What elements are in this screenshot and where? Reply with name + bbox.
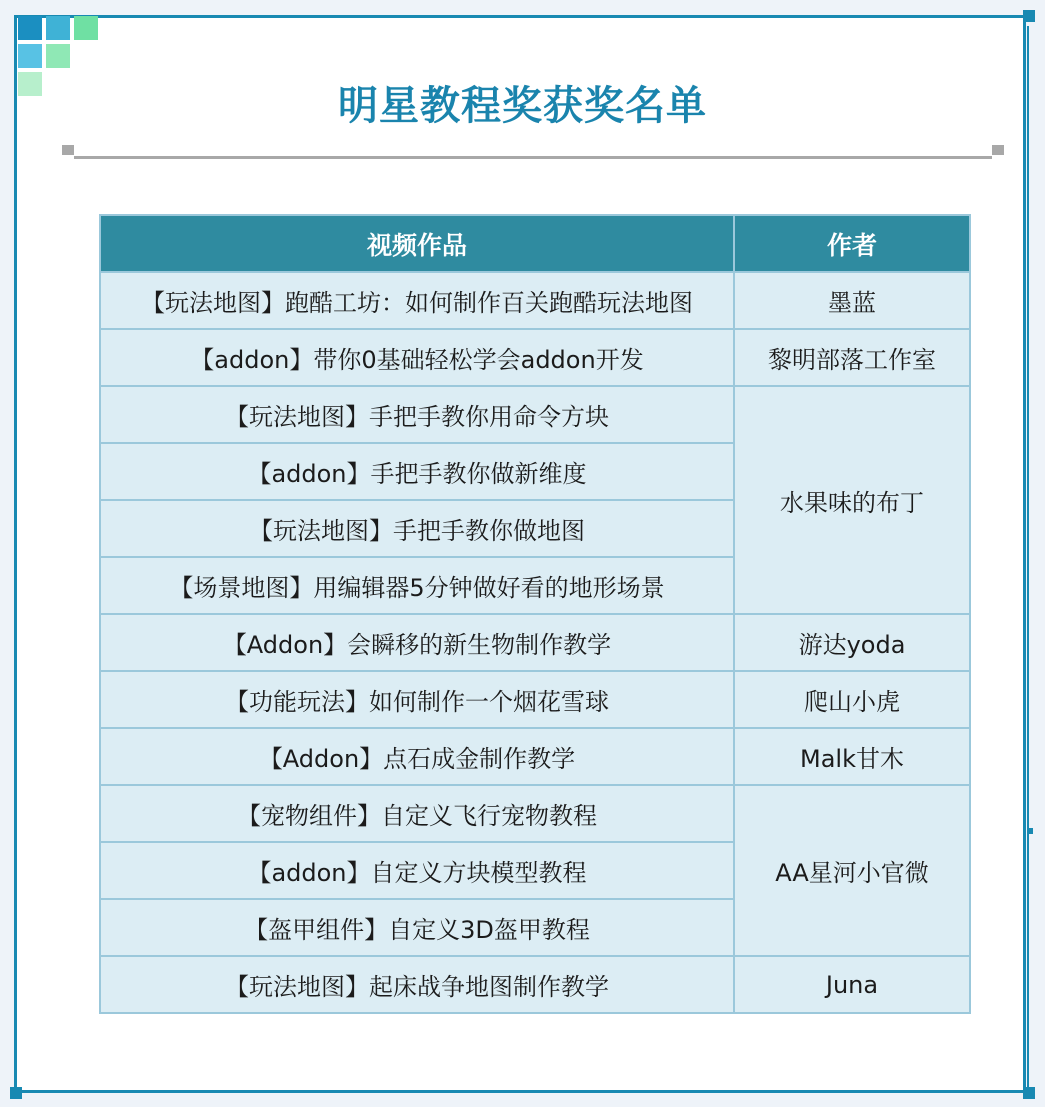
frame-dot [1029, 828, 1033, 834]
column-header-work: 视频作品 [100, 215, 734, 272]
table-header-row [100, 215, 970, 272]
frame-accent-right [1027, 26, 1029, 1096]
table-row [100, 386, 970, 443]
frame-accent-bottom [20, 1091, 1030, 1093]
corner-accent-bottom-left [10, 1087, 22, 1099]
page-title: 明星教程奖获奖名单 [338, 83, 707, 129]
table-row [100, 785, 970, 842]
work-title-cell: 【功能玩法】如何制作一个烟花雪球 [100, 671, 734, 728]
work-title-cell: 【addon】手把手教你做新维度 [100, 443, 734, 500]
author-cell: 水果味的布丁 [734, 386, 970, 614]
author-cell: Juna [734, 956, 970, 1013]
work-title-cell: 【玩法地图】跑酷工坊：如何制作百关跑酷玩法地图 [100, 272, 734, 329]
work-title-cell: 【玩法地图】手把手教你用命令方块 [100, 386, 734, 443]
work-title-cell: 【玩法地图】起床战争地图制作教学 [100, 956, 734, 1013]
table-row [100, 671, 970, 728]
author-cell: 墨蓝 [734, 272, 970, 329]
author-cell: 黎明部落工作室 [734, 329, 970, 386]
rule-end-left [62, 145, 74, 155]
author-cell: AA星河小官微 [734, 785, 970, 956]
corner-accent-bottom-right [1023, 1087, 1035, 1099]
work-title-cell: 【宠物组件】自定义飞行宠物教程 [100, 785, 734, 842]
work-title-cell: 【Addon】会瞬移的新生物制作教学 [100, 614, 734, 671]
work-title-cell: 【addon】自定义方块模型教程 [100, 842, 734, 899]
work-title-cell: 【addon】带你0基础轻松学会addon开发 [100, 329, 734, 386]
rule-end-right [992, 145, 1004, 155]
author-cell: 游达yoda [734, 614, 970, 671]
table-row [100, 728, 970, 785]
table-row [100, 272, 970, 329]
table-row [100, 614, 970, 671]
decor-square [18, 16, 42, 40]
table-row [100, 329, 970, 386]
table-row [100, 956, 970, 1013]
work-title-cell: 【场景地图】用编辑器5分钟做好看的地形场景 [100, 557, 734, 614]
work-title-cell: 【Addon】点石成金制作教学 [100, 728, 734, 785]
decor-square [46, 16, 70, 40]
work-title-cell: 【玩法地图】手把手教你做地图 [100, 500, 734, 557]
title-divider [74, 156, 992, 159]
work-title-cell: 【盔甲组件】自定义3D盔甲教程 [100, 899, 734, 956]
author-cell: Malk甘木 [734, 728, 970, 785]
table-body [100, 272, 970, 1013]
award-table [99, 214, 971, 1014]
author-cell: 爬山小虎 [734, 671, 970, 728]
corner-accent-top-right [1023, 10, 1035, 22]
decor-square [46, 44, 70, 68]
decor-square [18, 44, 42, 68]
decor-square [74, 16, 98, 40]
column-header-author: 作者 [734, 215, 970, 272]
